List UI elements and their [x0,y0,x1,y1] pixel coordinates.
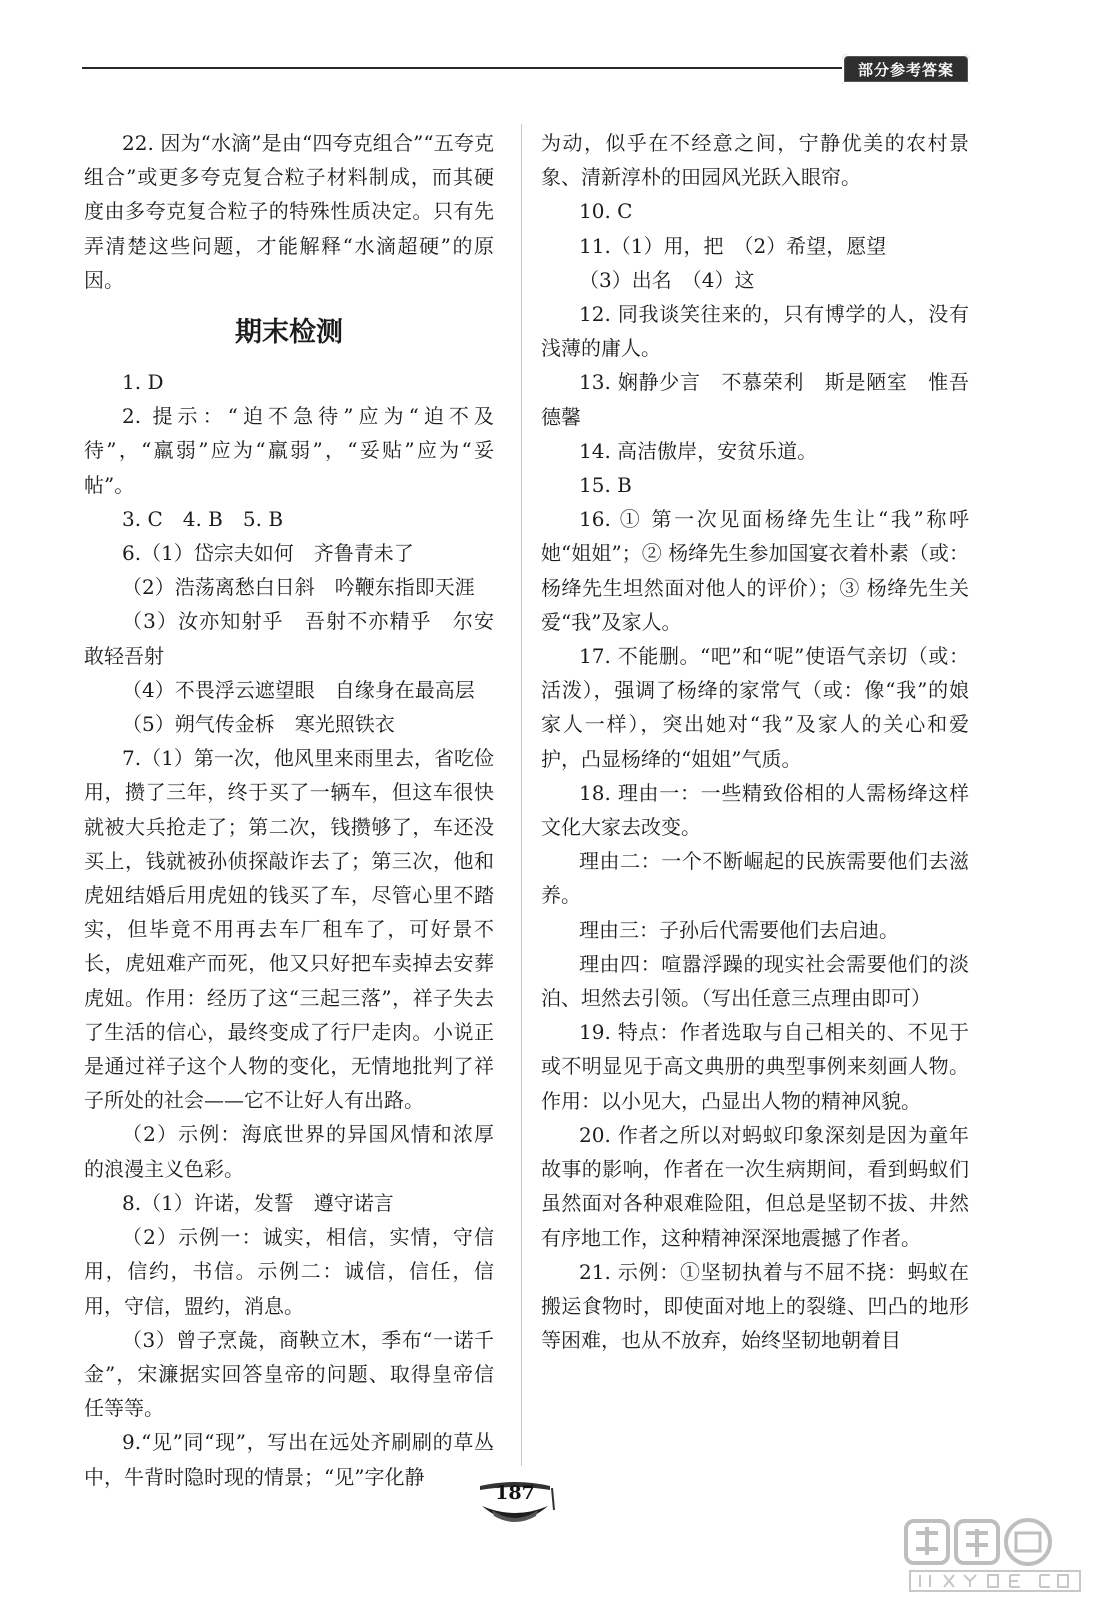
watermark-logo-icon [900,1515,1090,1595]
left-answer-paragraph: （2）示例：海底世界的异国风情和浓厚的浪漫主义色彩。 [84,1122,494,1181]
left-answer-paragraph: 6.（1）岱宗夫如何 齐鲁青未了 [122,541,414,566]
left-answer-paragraph: 22. 因为“水滴”是由“四夸克组合”“五夸克组合”或更多夸克复合粒子材料制成，而其硬度由多夸克复合粒子的特殊性质决定。只有先弄清楚这些问题，才能解释“水滴超硬”的原因。 [84,131,494,292]
right-answer-paragraph: 理由四：喧嚣浮躁的现实社会需要他们的淡泊、坦然去引领。（写出任意三点理由即可） [541,951,969,1011]
left-answer-paragraph: 2. 提示：“迫不急待”应为“迫不及待”，“羸弱”应为“羸弱”，“妥贴”应为“妥帖”。 [84,404,494,497]
section-tab-label: 部分参考答案 [857,60,954,79]
right-answer-paragraph: 21. 示例：①坚韧执着与不屈不挠：蚂蚁在搬运食物时，即使面对地上的裂缝、凹凸的地形等困难，也从不放弃，始终坚韧地朝着目 [541,1259,969,1353]
left-answer-paragraph: （2）浩荡离愁白日斜 吟鞭东指即天涯 [122,575,475,600]
right-answer-paragraph: 为动，似乎在不经意之间，宁静优美的农村景象、清新淳朴的田园风光跃入眼帘。 [541,131,969,190]
section-title: 期末检测 [235,317,343,349]
right-answer-paragraph: 10. C [579,199,633,224]
right-answer-paragraph: 理由二：一个不断崛起的民族需要他们去滋养。 [541,849,969,908]
right-answer-paragraph: 19. 特点：作者选取与自己相关的、不见于或不明显见于高文典册的典型事例来刻画人物。作用：以小见大，凸显出人物的精神风貌。 [541,1020,969,1113]
right-answer-paragraph: （3）出名 （4）这 [579,267,755,292]
right-answer-paragraph: 18. 理由一：一些精致俗相的人需杨绛这样文化大家去改变。 [541,780,969,840]
left-answer-paragraph: （3）曾子烹彘，商鞅立木，季布“一诺千金”，宋濂据实回答皇帝的问题、取得皇帝信任等等。 [84,1327,494,1421]
left-answer-paragraph: 8.（1）许诺，发誓 遵守诺言 [122,1190,394,1215]
right-answer-paragraph: 11.（1）用，把 （2）希望，愿望 [579,233,887,258]
left-answer-paragraph: （3）汝亦知射乎 吾射不亦精乎 尔安敢轻吾射 [84,609,494,668]
left-answer-paragraph: 9.“见”同“现”，写出在远处齐刷刷的草丛中，牛背时隐时现的情景；“见”字化静 [84,1430,494,1489]
right-answer-paragraph: 16. ① 第一次见面杨绛先生让“我”称呼她“姐姐”；② 杨绛先生参加国宴衣着朴素（或：杨绛先生坦然面对他人的评价）；③ 杨绛先生关爱“我”及家人。 [541,507,969,634]
page-number: 187 [495,1482,535,1504]
left-answer-paragraph: （2）示例一：诚实，相信，实情，守信用，信约，书信。示例二：诚信，信任，信用，守信，盟约，消息。 [84,1225,494,1318]
page-number-badge [472,1476,558,1532]
header-rule [82,67,842,69]
right-answer-paragraph: 15. B [579,473,632,498]
left-column [84,126,494,1494]
column-divider [521,124,522,1466]
left-answer-paragraph: 7.（1）第一次，他风里来雨里去，省吃俭用，攒了三年，终于买了一辆车，但这车很快就被大兵抢走了；第二次，钱攒够了，车还没买上，钱就被孙侦探敲诈去了；第三次，他和虎妞结婚后用虎妞的钱买了车，尽管心里不踏实，但毕竟不用再去车厂租车了，可好景不长，虎妞难产而死，他又只好把车卖掉去安葬虎妞。作用：经历了这“三起三落”，祥子失去了生活的信心，最终变成了行尸走肉。小说正是通过祥子这个人物的变化，无情地批判了祥子所处的社会——它不让好人有出路。 [84,746,494,1113]
left-answer-paragraph: （5）朔气传金柝 寒光照铁衣 [122,712,395,737]
left-answer-paragraph: （4）不畏浮云遮望眼 自缘身在最高层 [122,677,475,702]
right-answer-paragraph: 13. 娴静少言 不慕荣利 斯是陋室 惟吾德馨 [541,370,969,429]
right-answer-paragraph: 14. 高洁傲岸，安贫乐道。 [579,438,818,463]
section-tab [842,54,970,84]
left-answer-paragraph: 3. C 4. B 5. B [122,506,284,531]
right-answer-paragraph: 理由三：子孙后代需要他们去启迪。 [579,917,899,942]
right-answer-paragraph: 12. 同我谈笑往来的，只有博学的人，没有浅薄的庸人。 [541,302,969,361]
left-answer-paragraph: 1. D [122,370,164,395]
watermark [900,1515,1090,1595]
right-answer-paragraph: 20. 作者之所以对蚂蚁印象深刻是因为童年故事的影响，作者在一次生病期间，看到蚂蚁们虽然面对各种艰难险阻，但总是坚韧不拔、井然有序地工作，这种精神深深地震撼了作者。 [541,1122,969,1250]
right-column [541,126,969,1357]
right-answer-paragraph: 17. 不能删。“吧”和“呢”使语气亲切（或：活泼），强调了杨绛的家常气（或：像“我”的娘家人一样），突出她对“我”及家人的关心和爱护，凸显杨绛的“姐姐”气质。 [541,644,969,771]
